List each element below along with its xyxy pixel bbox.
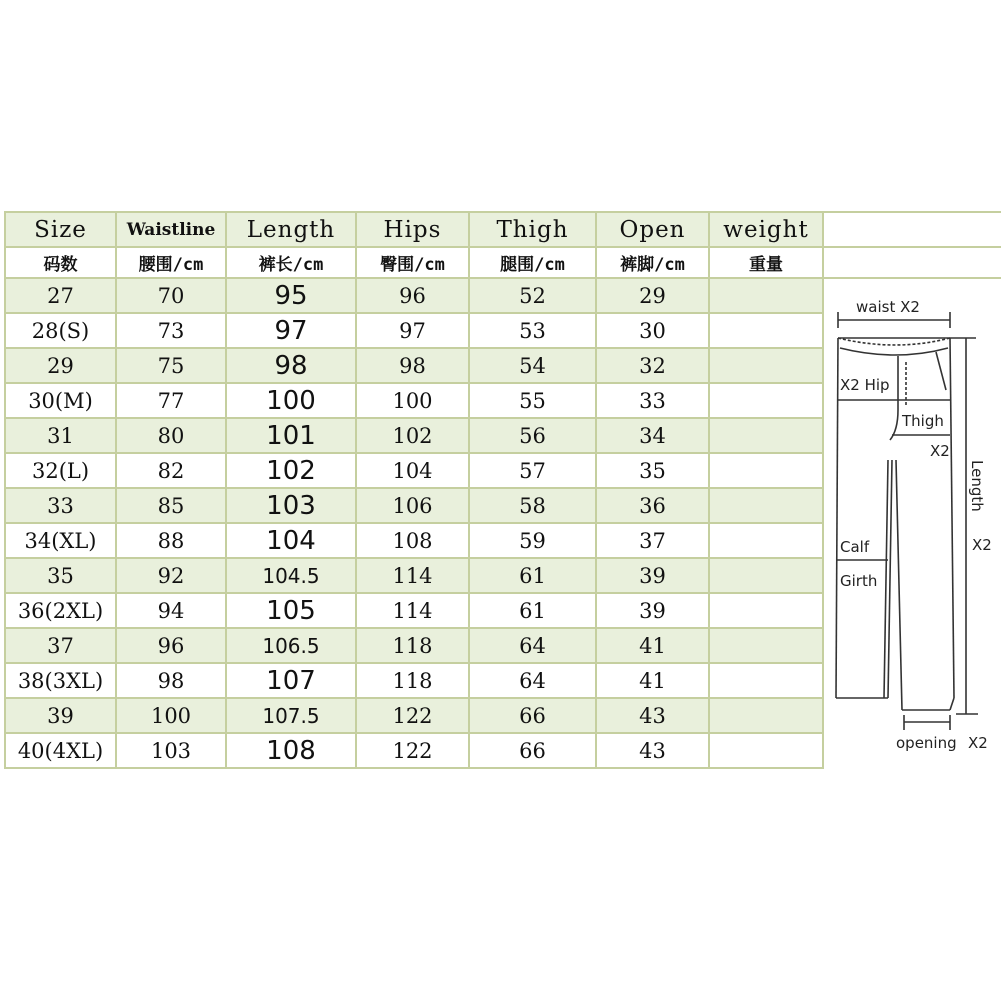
cell-hips: 122 — [356, 698, 469, 733]
header-weight: weight — [709, 212, 823, 247]
cell-weight — [709, 698, 823, 733]
cell-length: 102 — [226, 453, 356, 488]
cell-hips: 97 — [356, 313, 469, 348]
cell-thigh: 57 — [469, 453, 596, 488]
cell-open: 34 — [596, 418, 709, 453]
cell-hips: 122 — [356, 733, 469, 768]
cell-waist: 94 — [116, 593, 226, 628]
cell-thigh: 53 — [469, 313, 596, 348]
cell-length: 104 — [226, 523, 356, 558]
cell-size: 27 — [5, 278, 116, 313]
thigh-x2-label: X2 — [930, 442, 950, 460]
cell-length: 103 — [226, 488, 356, 523]
cell-length: 107 — [226, 663, 356, 698]
cell-open: 32 — [596, 348, 709, 383]
cell-size: 32(L) — [5, 453, 116, 488]
cell-open: 43 — [596, 698, 709, 733]
cell-weight — [709, 558, 823, 593]
cell-open: 29 — [596, 278, 709, 313]
cell-open: 33 — [596, 383, 709, 418]
cell-open: 39 — [596, 593, 709, 628]
girth-label: Girth — [840, 572, 878, 590]
cell-size: 31 — [5, 418, 116, 453]
cell-open: 35 — [596, 453, 709, 488]
cell-length: 106.5 — [226, 628, 356, 663]
cell-thigh: 66 — [469, 698, 596, 733]
subheader-weight: 重量 — [709, 247, 823, 278]
opening-x2-label: X2 — [968, 734, 988, 752]
cell-weight — [709, 313, 823, 348]
waist-label: waist X2 — [856, 298, 920, 316]
cell-open: 41 — [596, 628, 709, 663]
calf-label: Calf — [840, 538, 870, 556]
length-label: Length — [968, 460, 986, 512]
cell-weight — [709, 278, 823, 313]
cell-weight — [709, 733, 823, 768]
cell-waist: 77 — [116, 383, 226, 418]
subheader-size: 码数 — [5, 247, 116, 278]
cell-waist: 70 — [116, 278, 226, 313]
cell-waist: 92 — [116, 558, 226, 593]
cell-hips: 104 — [356, 453, 469, 488]
cell-size: 29 — [5, 348, 116, 383]
cell-size: 30(M) — [5, 383, 116, 418]
cell-waist: 73 — [116, 313, 226, 348]
pants-outline-icon — [826, 290, 1001, 760]
cell-thigh: 64 — [469, 663, 596, 698]
cell-hips: 98 — [356, 348, 469, 383]
cell-hips: 114 — [356, 593, 469, 628]
cell-hips: 108 — [356, 523, 469, 558]
cell-hips: 96 — [356, 278, 469, 313]
cell-thigh: 64 — [469, 628, 596, 663]
subheader-open: 裤脚/cm — [596, 247, 709, 278]
empty-cell — [823, 247, 1001, 278]
cell-length: 100 — [226, 383, 356, 418]
cell-waist: 80 — [116, 418, 226, 453]
cell-weight — [709, 663, 823, 698]
cell-open: 37 — [596, 523, 709, 558]
header-waistline: Waistline — [116, 212, 226, 247]
subheader-length: 裤长/cm — [226, 247, 356, 278]
cell-waist: 85 — [116, 488, 226, 523]
cell-thigh: 59 — [469, 523, 596, 558]
cell-thigh: 66 — [469, 733, 596, 768]
opening-label: opening — [896, 734, 957, 752]
cell-length: 97 — [226, 313, 356, 348]
cell-weight — [709, 453, 823, 488]
cell-length: 98 — [226, 348, 356, 383]
cell-waist: 88 — [116, 523, 226, 558]
subheader-hips: 臀围/cm — [356, 247, 469, 278]
cell-length: 101 — [226, 418, 356, 453]
hip-label: X2 Hip — [840, 376, 890, 394]
thigh-label: Thigh — [902, 412, 944, 430]
header-row — [5, 212, 1001, 247]
cell-waist: 75 — [116, 348, 226, 383]
cell-open: 30 — [596, 313, 709, 348]
cell-thigh: 61 — [469, 558, 596, 593]
cell-thigh: 52 — [469, 278, 596, 313]
cell-size: 28(S) — [5, 313, 116, 348]
header-thigh: Thigh — [469, 212, 596, 247]
empty-cell — [823, 212, 1001, 247]
cell-thigh: 58 — [469, 488, 596, 523]
cell-open: 36 — [596, 488, 709, 523]
subheader-thigh: 腿围/cm — [469, 247, 596, 278]
cell-weight — [709, 418, 823, 453]
cell-size: 40(4XL) — [5, 733, 116, 768]
cell-size: 38(3XL) — [5, 663, 116, 698]
cell-hips: 106 — [356, 488, 469, 523]
cell-size: 35 — [5, 558, 116, 593]
header-open: Open — [596, 212, 709, 247]
header-length: Length — [226, 212, 356, 247]
subheader-row — [5, 247, 1001, 278]
cell-thigh: 54 — [469, 348, 596, 383]
cell-waist: 103 — [116, 733, 226, 768]
cell-size: 34(XL) — [5, 523, 116, 558]
cell-size: 36(2XL) — [5, 593, 116, 628]
cell-open: 43 — [596, 733, 709, 768]
cell-length: 104.5 — [226, 558, 356, 593]
cell-open: 39 — [596, 558, 709, 593]
cell-weight — [709, 488, 823, 523]
cell-weight — [709, 593, 823, 628]
cell-hips: 114 — [356, 558, 469, 593]
cell-length: 107.5 — [226, 698, 356, 733]
cell-size: 39 — [5, 698, 116, 733]
header-hips: Hips — [356, 212, 469, 247]
cell-weight — [709, 523, 823, 558]
subheader-waist: 腰围/cm — [116, 247, 226, 278]
cell-waist: 100 — [116, 698, 226, 733]
cell-weight — [709, 348, 823, 383]
cell-thigh: 56 — [469, 418, 596, 453]
cell-hips: 102 — [356, 418, 469, 453]
cell-hips: 118 — [356, 663, 469, 698]
cell-length: 95 — [226, 278, 356, 313]
cell-length: 108 — [226, 733, 356, 768]
cell-size: 37 — [5, 628, 116, 663]
cell-size: 33 — [5, 488, 116, 523]
cell-waist: 98 — [116, 663, 226, 698]
cell-hips: 118 — [356, 628, 469, 663]
length-x2-label: X2 — [972, 536, 992, 554]
pants-measurement-diagram — [826, 290, 1001, 760]
cell-thigh: 61 — [469, 593, 596, 628]
cell-weight — [709, 383, 823, 418]
cell-waist: 96 — [116, 628, 226, 663]
cell-open: 41 — [596, 663, 709, 698]
cell-length: 105 — [226, 593, 356, 628]
cell-thigh: 55 — [469, 383, 596, 418]
cell-weight — [709, 628, 823, 663]
cell-hips: 100 — [356, 383, 469, 418]
cell-waist: 82 — [116, 453, 226, 488]
header-size: Size — [5, 212, 116, 247]
